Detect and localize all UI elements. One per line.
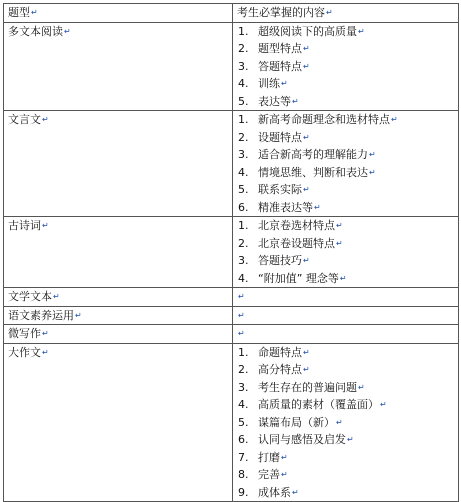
list-item-number: 3. (238, 254, 249, 267)
list-item (237, 111, 458, 129)
list-item-text: 完善 (258, 468, 280, 481)
paragraph-mark-icon: ↵ (303, 365, 310, 374)
paragraph-mark-icon: ↵ (238, 292, 245, 301)
list-item-number: 4. (238, 398, 249, 411)
list-item (237, 164, 458, 182)
paragraph-mark-icon: ↵ (303, 256, 310, 265)
paragraph-mark-icon: ↵ (31, 8, 38, 17)
list-item-text: “附加值” 理念等 (258, 271, 339, 285)
paragraph-mark-icon: ↵ (336, 238, 343, 248)
content-cell (233, 306, 459, 325)
paragraph-mark-icon: ↵ (326, 8, 333, 17)
paragraph-mark-icon: ↵ (281, 79, 288, 88)
list-item-number: 8. (238, 468, 249, 481)
list-item (237, 449, 458, 467)
list-item-number: 2. (238, 42, 249, 55)
table-row (4, 325, 459, 344)
list-item (237, 181, 458, 199)
list-item-number: 4. (238, 165, 249, 179)
content-cell (233, 343, 459, 502)
content-cell (233, 217, 459, 288)
question-type-label: 多文本阅读 (8, 24, 63, 38)
list-item-text: 高质量的素材（覆盖面） (258, 398, 379, 411)
paragraph-mark-icon: ↵ (303, 185, 310, 194)
paragraph-mark-icon: ↵ (292, 487, 299, 497)
list-item (237, 414, 458, 432)
paragraph-mark-icon: ↵ (238, 329, 245, 338)
list-item (237, 146, 458, 164)
list-item-text: 认同与感悟及启发 (258, 433, 346, 446)
list-item-text: 答题特点 (258, 59, 302, 73)
list-item-text: 北京卷选材特点 (258, 219, 335, 232)
content-cell (233, 325, 459, 344)
paragraph-mark-icon: ↵ (358, 26, 365, 36)
paragraph-mark-icon: ↵ (358, 382, 365, 392)
header-cell-type (4, 4, 233, 23)
question-type-label: 文学文本 (8, 290, 52, 303)
table-header-row (4, 4, 459, 23)
list-item-text: 考生存在的普遍问题 (258, 380, 357, 394)
list-item-text: 适合新高考的理解能力 (258, 148, 368, 161)
list-item-number: 2. (238, 236, 249, 250)
list-item (237, 379, 458, 397)
paragraph-mark-icon: ↵ (347, 435, 354, 444)
list-item (237, 361, 458, 379)
list-item (237, 40, 458, 58)
list-item (237, 217, 458, 235)
list-item-number: 9. (238, 485, 249, 499)
table-row (4, 306, 459, 325)
list-item-text: 设题特点 (258, 130, 302, 144)
list-item-text: 表达等 (258, 94, 291, 108)
list-item-number: 6. (238, 433, 249, 446)
paragraph-mark-icon: ↵ (281, 470, 288, 479)
list-item-text: 训练 (258, 77, 280, 90)
header-type-label: 题型 (8, 6, 30, 19)
paragraph-mark-icon: ↵ (303, 61, 310, 71)
list-item-number: 5. (238, 415, 249, 429)
header-cell-content (233, 4, 459, 23)
table-row (4, 343, 459, 502)
list-item (237, 199, 458, 217)
list-item (237, 396, 458, 414)
paragraph-mark-icon: ↵ (238, 310, 245, 320)
list-item-number: 3. (238, 59, 249, 73)
list-item-text: 北京卷设题特点 (258, 236, 335, 250)
list-item (237, 75, 458, 93)
list-item-number: 2. (238, 363, 249, 376)
paragraph-mark-icon: ↵ (303, 132, 310, 142)
content-cell (233, 111, 459, 217)
list-item (237, 58, 458, 76)
question-type-cell (4, 343, 233, 502)
list-item-text: 打磨 (258, 450, 280, 464)
paragraph-mark-icon: ↵ (339, 273, 347, 283)
list-item-text: 答题技巧 (258, 254, 302, 267)
paragraph-mark-icon: ↵ (336, 221, 343, 230)
list-item-text: 联系实际 (258, 183, 302, 196)
list-item (237, 235, 458, 253)
question-type-cell (4, 217, 233, 288)
content-cell (233, 288, 459, 307)
paragraph-mark-icon: ↵ (391, 115, 398, 124)
exam-content-table (3, 3, 459, 502)
question-type-cell (4, 22, 233, 111)
table-row (4, 22, 459, 111)
paragraph-mark-icon: ↵ (369, 167, 376, 177)
list-item-text: 题型特点 (258, 42, 302, 55)
list-item-number: 6. (238, 200, 249, 214)
paragraph-mark-icon: ↵ (42, 221, 49, 230)
list-item-number: 4. (238, 77, 249, 90)
question-type-cell (4, 111, 233, 217)
paragraph-mark-icon: ↵ (369, 150, 376, 159)
list-item-number: 1. (238, 345, 249, 359)
question-type-label: 微写作 (8, 327, 41, 340)
paragraph-mark-icon: ↵ (64, 26, 71, 36)
paragraph-mark-icon: ↵ (42, 347, 49, 357)
list-item-text: 成体系 (258, 485, 291, 499)
paragraph-mark-icon: ↵ (281, 452, 288, 462)
question-type-label: 大作文 (8, 345, 41, 359)
question-type-label: 文言文 (8, 113, 41, 126)
header-content-label: 考生必掌握的内容 (237, 6, 325, 19)
content-cell (233, 22, 459, 111)
list-item-number: 5. (238, 94, 249, 108)
paragraph-mark-icon: ↵ (303, 44, 310, 53)
question-type-label: 古诗词 (8, 219, 41, 232)
list-item (237, 484, 458, 502)
list-item-number: 1. (238, 24, 249, 38)
list-item-text: 情境思维、判断和表达 (258, 165, 368, 179)
paragraph-mark-icon: ↵ (75, 310, 82, 320)
list-item-number: 1. (238, 219, 249, 232)
list-item-text: 谋篇布局（新） (258, 415, 335, 429)
list-item-text: 命题特点 (258, 345, 302, 359)
table-row (4, 217, 459, 288)
paragraph-mark-icon: ↵ (314, 202, 321, 212)
list-item (237, 129, 458, 147)
list-item-number: 1. (238, 113, 249, 126)
table-row (4, 288, 459, 307)
list-item-text: 超级阅读下的高质量 (258, 24, 357, 38)
question-type-cell (4, 325, 233, 344)
paragraph-mark-icon: ↵ (336, 417, 343, 427)
question-type-cell (4, 306, 233, 325)
list-item (237, 252, 458, 270)
list-item (237, 270, 458, 288)
paragraph-mark-icon: ↵ (303, 347, 310, 357)
list-item-text: 精准表达等 (258, 200, 313, 214)
list-item (237, 23, 458, 41)
list-item-number: 7. (238, 450, 249, 464)
list-item-number: 3. (238, 380, 249, 394)
list-item-text: 新高考命题理念和选材特点 (258, 113, 390, 126)
list-item (237, 431, 458, 449)
paragraph-mark-icon: ↵ (42, 329, 49, 338)
list-item-number: 4. (238, 271, 249, 285)
question-type-cell (4, 288, 233, 307)
list-item (237, 93, 458, 111)
table-row (4, 111, 459, 217)
list-item-text: 高分特点 (258, 363, 302, 376)
paragraph-mark-icon: ↵ (292, 96, 299, 106)
list-item (237, 344, 458, 362)
paragraph-mark-icon: ↵ (53, 292, 60, 301)
list-item-number: 5. (238, 183, 249, 196)
list-item (237, 466, 458, 484)
list-item-number: 3. (238, 148, 249, 161)
paragraph-mark-icon: ↵ (42, 115, 49, 124)
paragraph-mark-icon: ↵ (380, 400, 387, 409)
question-type-label: 语文素养运用 (8, 308, 74, 322)
list-item-number: 2. (238, 130, 249, 144)
